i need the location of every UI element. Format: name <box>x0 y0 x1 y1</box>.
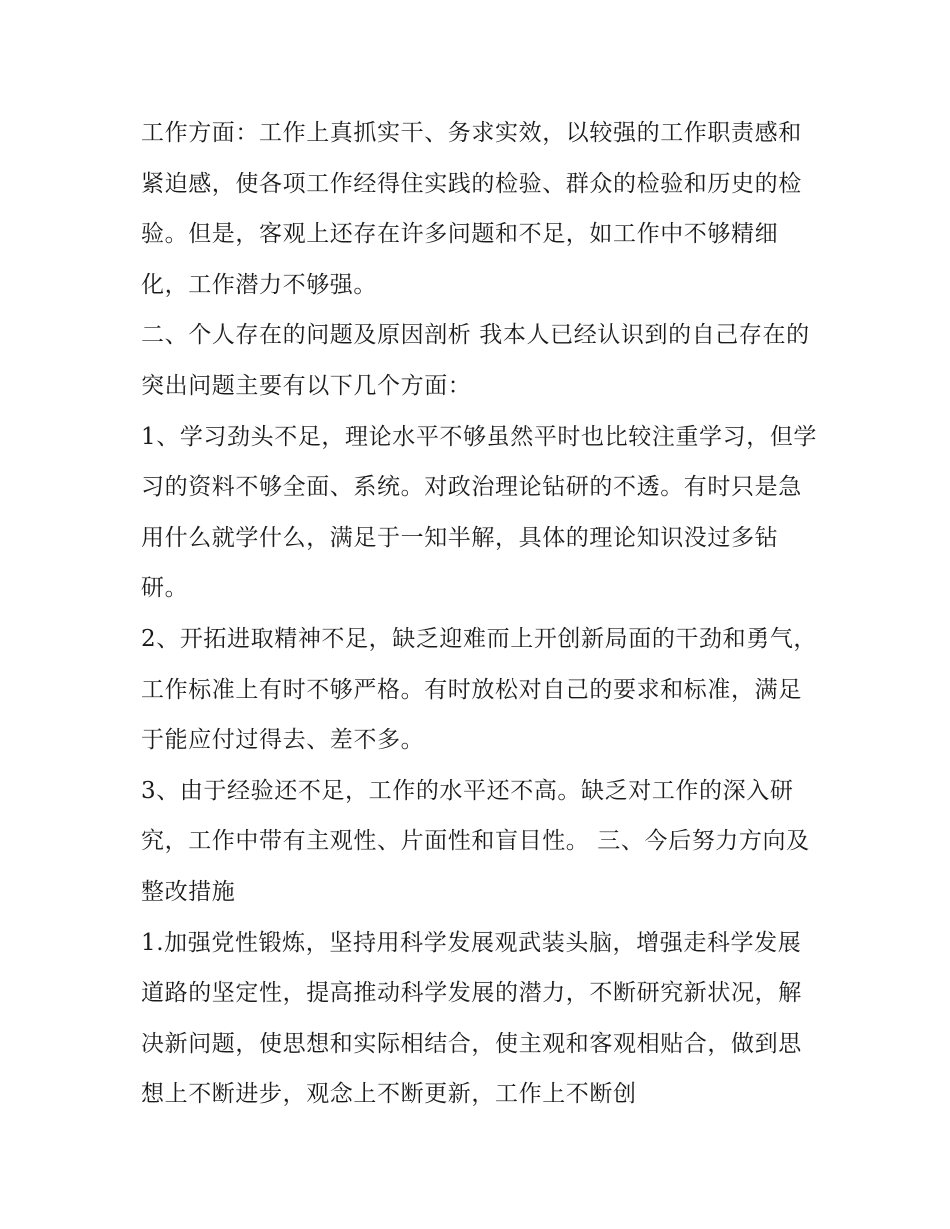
paragraph-problem-2: 2、开拓进取精神不足，缺乏迎难而上开创新局面的干劲和勇气，工作标准上有时不够严格。有时放松对自己的要求和标准，满足于能应付过得去、差不多。 <box>141 625 818 754</box>
document-body <box>141 108 821 1120</box>
paragraph-section-two-heading: 二、个人存在的问题及原因剖析 我本人已经认识到的自己存在的突出问题主要有以下几个方面： <box>141 322 810 399</box>
paragraph-work-aspect: 工作方面：工作上真抓实干、务求实效，以较强的工作职责感和紧迫感，使各项工作经得住实践的检验、群众的检验和历史的检验。但是，客观上还存在许多问题和不足，如工作中不够精细化，工作潜力不够强。 <box>141 120 802 298</box>
paragraph-problem-3: 3、由于经验还不足，工作的水平还不高。缺乏对工作的深入研究，工作中带有主观性、片面性和盲目性。 三、今后努力方向及整改措施 <box>141 777 810 905</box>
paragraph-problem-1: 1、学习劲头不足，理论水平不够虽然平时也比较注重学习，但学习的资料不够全面、系统。对政治理论钻研的不透。有时只是急用什么就学什么，满足于一知半解，具体的理论知识没过多钻研。 <box>141 423 818 602</box>
paragraph-measure-1: 1.加强党性锻炼，坚持用科学发展观武装头脑，增强走科学发展道路的坚定性，提高推动科学发展的潜力，不断研究新状况，解决新问题，使思想和实际相结合，使主观和客观相贴合，做到思想上不断进步，观念上不断更新，工作上不断创 <box>141 929 802 1108</box>
